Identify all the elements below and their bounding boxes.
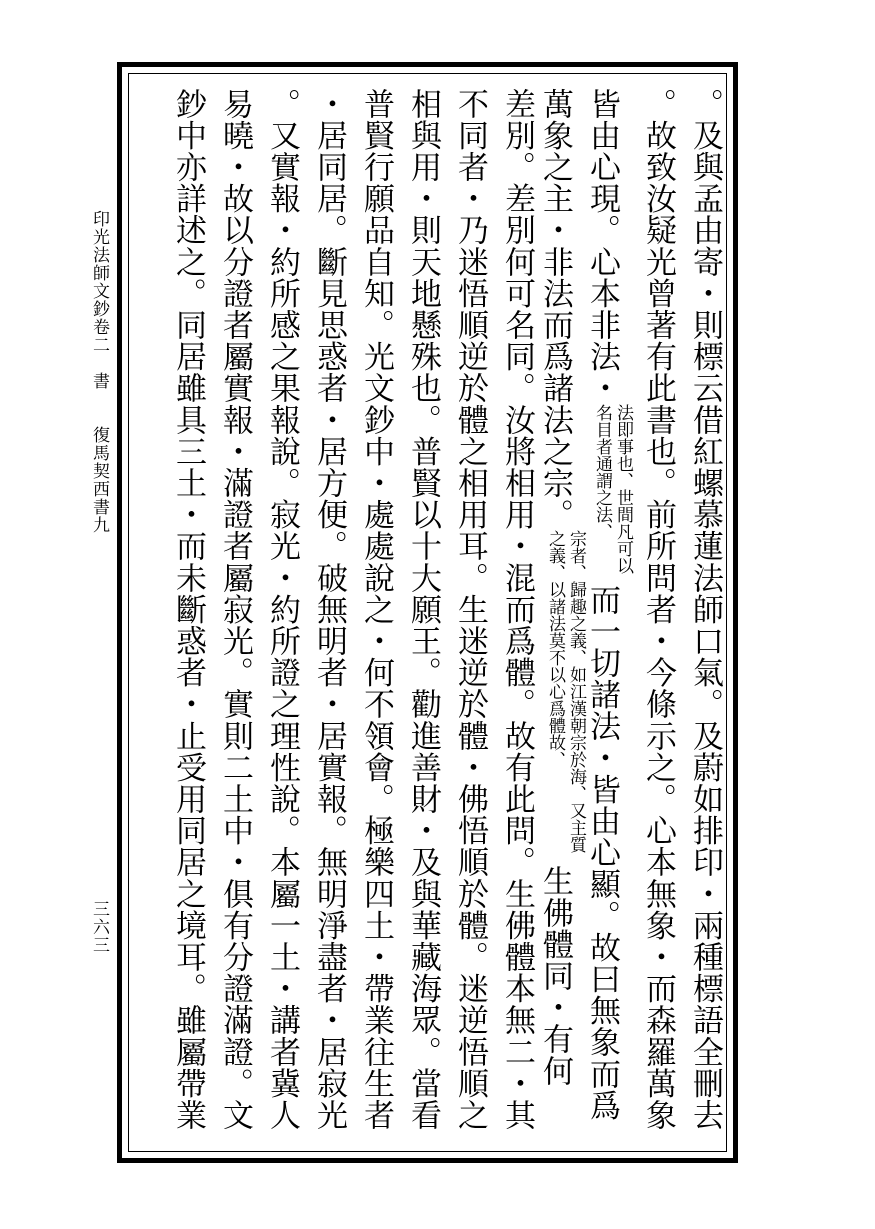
- inline-annotation: 宗者、歸趣之義、如江漢朝宗於海、又主質之義、以諸法莫不以心爲體故、: [545, 530, 586, 854]
- text-column-5: 差別。差別何可名同。汝將相用・混而爲體。故有此問。生佛體本無二・其: [499, 88, 535, 1131]
- page-number: 三六三: [89, 900, 109, 954]
- text-column-2: 。故致汝疑光曾著有此書也。前所問者・今條示之。心本無象・而森羅萬象: [640, 88, 676, 1131]
- text-column-6: 不同者・乃迷悟順逆於體之相用耳。生迷逆於體・佛悟順於體。迷逆悟順之: [452, 88, 488, 1131]
- text-column-1: 。及與孟由寄・則標云借紅螺慕蓮法師口氣。及蔚如排印・兩種標語全刪去: [687, 88, 723, 1131]
- text-column-8: 普賢行願品自知。光文鈔中・處處說之・何不領會。極樂四土・帶業往生者: [358, 88, 394, 1131]
- text-column-3: 皆由心現。心本非法・法即事也、世間凡可以名目者通謂之法、而一切諸法・皆由心顯。故曰無象而爲: [584, 88, 633, 1122]
- text-column-4: 萬象之主・非法而爲諸法之宗。宗者、歸趣之義、如江漢朝宗於海、又主質之義、以諸法莫不以心爲體故、生佛體同・有何: [537, 88, 586, 1087]
- text-column-11: 易曉・故以分證者屬實報・滿證者屬寂光。實則二土中・俱有分證滿證。文: [217, 88, 253, 1131]
- inline-annotation: 法即事也、世間凡可以名目者通謂之法、: [592, 404, 633, 574]
- text-column-9: ・居同居。斷見思惑者・居方便。破無明者・居實報。無明淨盡者・居寂光: [311, 88, 347, 1131]
- text-column-10: 。又實報・約所感之果報說。寂光・約所證之理性說。本屬一土・講者冀人: [264, 88, 300, 1131]
- text-column-7: 相與用・則天地懸殊也。普賢以十大願王。勸進善財・及與華藏海眾。當看: [405, 88, 441, 1131]
- text-column-12: 鈔中亦詳述之。同居雖具三土・而未斷惑者・止受用同居之境耳。雖屬帶業: [170, 88, 206, 1131]
- running-title: 印光法師文鈔卷二 書 復馬契西書九: [89, 210, 109, 534]
